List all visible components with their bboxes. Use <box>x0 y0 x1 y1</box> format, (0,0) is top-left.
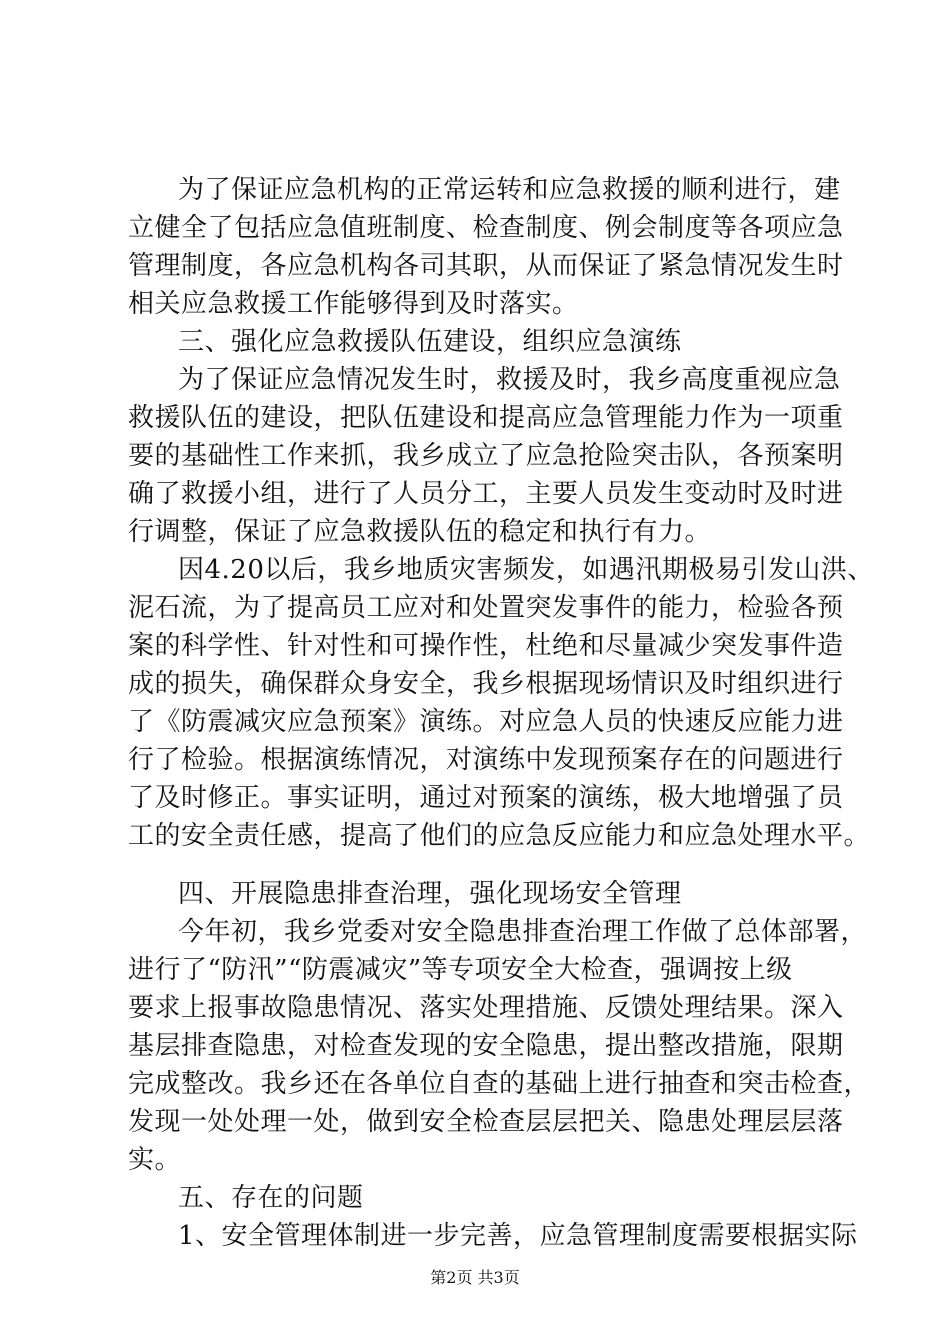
paragraph-line: 今年初，我乡党委对安全隐患排查治理工作做了总体部署， <box>178 917 868 947</box>
paragraph-line: 行调整，保证了应急救援队伍的稳定和执行有力。 <box>128 517 712 547</box>
paragraph-line: 基层排查隐患，对检查发现的安全隐患，提出整改措施，限期 <box>128 1031 844 1061</box>
paragraph-line: 了及时修正。事实证明，通过对预案的演练，极大地增强了员 <box>128 783 844 813</box>
paragraph-line: 完成整改。我乡还在各单位自查的基础上进行抽查和突击检查， <box>128 1069 871 1099</box>
paragraph-line: 立健全了包括应急值班制度、检查制度、例会制度等各项应急 <box>128 213 844 243</box>
paragraph-line: 管理制度，各应急机构各司其职，从而保证了紧急情况发生时 <box>128 251 844 281</box>
paragraph-line: 要的基础性工作来抓，我乡成立了应急抢险突击队，各预案明 <box>128 441 844 471</box>
paragraph-line: 工的安全责任感，提高了他们的应急反应能力和应急处理水平。 <box>128 821 871 851</box>
paragraph-line: 要求上报事故隐患情况、落实处理措施、反馈处理结果。深入 <box>128 993 844 1023</box>
paragraph-line: 成的损失，确保群众身安全，我乡根据现场情识及时组织进行 <box>128 669 844 699</box>
paragraph-line: 行了检验。根据演练情况，对演练中发现预案存在的问题进行 <box>128 745 844 775</box>
paragraph-line: 案的科学性、针对性和可操作性，杜绝和尽量减少突发事件造 <box>128 631 844 661</box>
paragraph-line: 进行了“防汛”“防震减灾”等专项安全大检查，强调按上级 <box>128 955 793 985</box>
section-heading: 三、强化应急救援队伍建设，组织应急演练 <box>178 327 682 357</box>
paragraph-line: 实。 <box>128 1145 182 1175</box>
section-heading: 五、存在的问题 <box>178 1183 364 1213</box>
paragraph-line: 发现一处处理一处，做到安全检查层层把关、隐患处理层层落 <box>128 1107 844 1137</box>
paragraph-line: 救援队伍的建设，把队伍建设和提高应急管理能力作为一项重 <box>128 403 844 433</box>
paragraph-line: 相关应急救援工作能够得到及时落实。 <box>128 289 579 319</box>
paragraph-line: 泥石流，为了提高员工应对和处置突发事件的能力，检验各预 <box>128 593 844 623</box>
page-number-footer: 第2页 共3页 <box>430 1268 520 1287</box>
paragraph-line: 了《防震减灾应急预案》演练。对应急人员的快速反应能力进 <box>128 707 844 737</box>
section-heading: 四、开展隐患排查治理，强化现场安全管理 <box>178 879 682 909</box>
paragraph-line: 确了救援小组，进行了人员分工，主要人员发生变动时及时进 <box>128 479 844 509</box>
paragraph-line: 因4.20以后，我乡地质灾害频发，如遇汛期极易引发山洪、 <box>178 555 874 585</box>
list-item: 1、安全管理体制进一步完善，应急管理制度需要根据实际 <box>178 1221 858 1251</box>
paragraph-line: 为了保证应急机构的正常运转和应急救援的顺利进行，建 <box>178 175 841 205</box>
paragraph-line: 为了保证应急情况发生时，救援及时，我乡高度重视应急 <box>178 365 841 395</box>
